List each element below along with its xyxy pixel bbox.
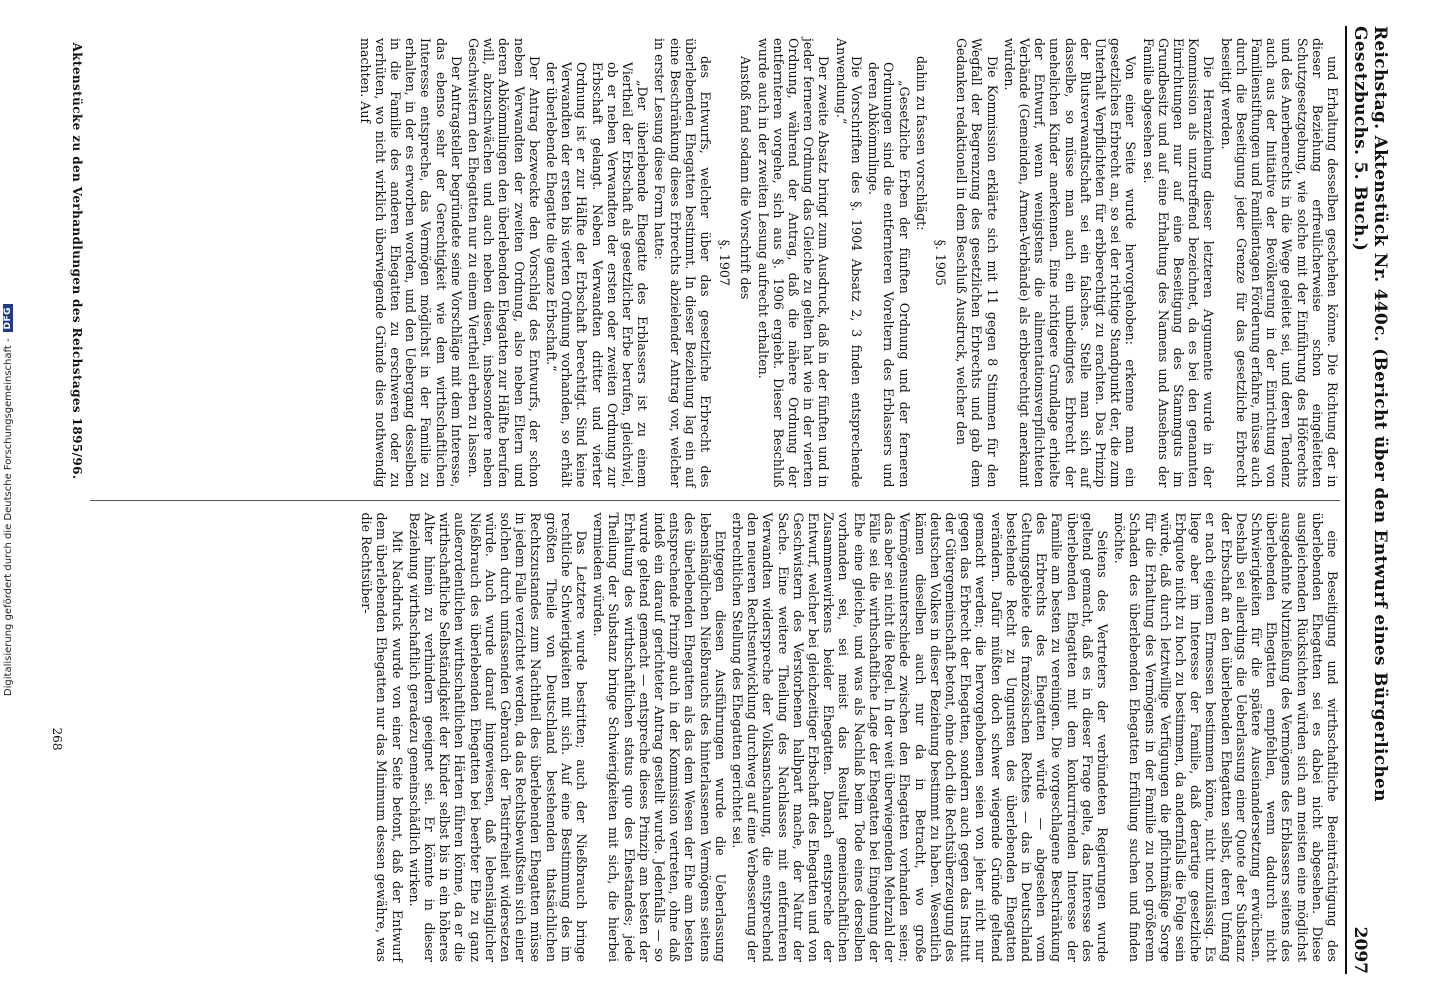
paragraph: Seitens des Vertreters der verbündeten Regierungen wurde geltend gemacht, daß es in dieser Frage gelte, das Interesse des überlebenden Ehegatten mit dem konkurrirenden Interesse der Familie am besten zu vereinigen. Die vorgeschlagene Beschränkung des Erbrechts des Ehegatten würde — abgesehen vom Geltungsgebiete des französischen Rechtes — das in Deutschland bestehende Recht zu Ungunsten des überlebenden Ehegatten verändern. Dafür müßten doch schwer wiegende Gründe geltend gemacht werden; die hervorgehobenen seien von jeher nicht nur gegen das Erbrecht der Ehegatten, sondern auch gegen das Institut der Gütergemeinschaft betont, ohne doch die Rechtsüberzeugung des deutschen Volkes in dieser Beziehung bestimmt zu haben. Wesentlich kämen dieselben auch nur da in Betracht, wo große Vermögensunterschiede zwischen den Ehegatten vorhanden seien; das aber sei nicht die Regel. In der weit überwiegenden Mehrzahl der Fälle sei die wirthschaftliche Lage der Ehegatten bei Eingehung der Ehe eine gleiche, und was als Nachlaß beim Tode eines derselben vorhanden sei, sei meist das Resultat gemeinschaftlichen Zusammenwirkens beider Ehegatten. Danach entspreche der Entwurf, welcher bei gleichzeitiger Erbschaft des Ehegatten und von Geschwistern des Verstorbenen halbpart mache, der Natur der Sache. Eine weitere Theilung des Nachlasses mit entfernteren Verwandten widerspreche der Volksanschauung, die entsprechend den neueren Rechtsentwicklung durchweg auf eine Verbesserung der erbrechtlichen Stellung des Ehegatten gerichtet sei. [730,512,1110,962]
document-page [30,12,1400,988]
left-column [90,26,1340,500]
paragraph: Das Letztere wurde bestritten; auch der Nießbrauch bringe rechtliche Schwierigkeiten mit sich. Auf eine Bestimmung des im größten Theile von Deutschland bestehenden thatsächlichen Rechtszustandes zum Nachtheil des überlebenden Ehegatten müsse in jedem Falle verzichtet werden, da das Rechtsbewußtsein sich einer solchen durch umfassenden Gebrauch der Testirfreiheit widersetzen würde. Auch wurde darauf hingewiesen, daß lebenslänglicher Nießbrauch des überlebenden Ehegatten bei beerbter Ehe zu ganz außerordentlichen wirthschaftlichen Härten führen könne, da er die wirthschaftliche Selbständigkeit der Kinder selbst bis in ein höheres Alter hinein zu verhindern geeignet sei. Er könnte in dieser Beziehung wirthschaftlich geradezu gemeinschädlich wirken. [406,512,590,962]
credit-text: Digitalisierung gefördert durch die Deutsche Forschungsgemeinschaft - [2,338,14,697]
paragraph: Entgegen diesen Ausführungen wurde die Ueberlassung lebenslänglichen Nießbrauchs des hinterlassenen Vermögens seitens des überlebenden Ehegatten als das dem Wesen der Ehe am besten entsprechende Prinzip auch in der Kommission vertreten, ohne daß indeß ein darauf gerichteter Antrag gestellt wurde. Jedenfalls — so wurde geltend gemacht — entspreche dieses Prinzip am besten der Erhaltung des wirthschaftlichen status quo des Ehestandes; jede Theilung der Substanz bringe Schwierigkeiten mit sich, die hierbei vermieden würden. [591,512,728,962]
running-title: Reichstag. Aktenstück Nr. 440c. (Bericht über den Entwurf eines Bürgerlichen Gesetzbuchs. 5. Buch.) [1350,26,1390,802]
paragraph: Mit Nachdruck wurde von einer Seite betont, daß der Entwurf dem überlebenden Ehegatten nur das Minimum dessen gewähre, was die Rechtsüber- [359,512,405,962]
right-column [90,500,1340,975]
paragraph: §. 1907 [717,239,733,286]
footer-page-number: 268 [50,727,64,751]
paragraph: und Erhaltung desselben geschehen könne. Die Richtung der in dieser Beziehung erfreulicherweise schon eingeleiteten Schutzgesetzgebung, wie solche mit der Einführung des Höferechts und des Anerbenrechts in die Wege geleitet sei, und deren Tendenz auch aus der Initiative der Bevölkerung in der Einrichtung von Familienstiftungen und Familientagen Förderung erfahre, müsse auch durch die Beseitigung jeder Grenze für das gesetzliche Erbrecht beseitigt werden. [1218,38,1340,488]
paragraph: „Gesetzliche Erben der fünften Ordnung und der ferneren Ordnungen sind die entfernteren Voreltern des Erblassers und deren Abkömmlinge. [866,62,912,488]
scanned-page-area [30,12,1400,988]
digitization-credit [0,0,16,1000]
paragraph: Der Antrag bezweckte den Vorschlag des Entwurfs, der schon neben Verwandten der zweiten Ordnung, also neben Eltern und deren Abkömmlingen den überlebenden Ehegatten zur Hälfte berufen will, abzuschwächen und auch neben diesen, insbesondere neben Geschwistern den Ehegatten nur zu einem Viertheil erben zu lassen. [466,38,542,488]
paragraph: eine Beseitigung und wirthschaftliche Beeinträchtigung des überlebenden Ehegatten sei es dabei nicht abgesehen. Diese ausgleichenden Rücksichten würden sich am meisten eine möglichst ausgedehnte Nutznießung des Vermögens des Erblassers seitens des überlebenden Ehegatten empfehlen, wenn dadurch nicht Schwierigkeiten für die spätere Auseinandersetzung erwüchsen. Deshalb sei allerdings die Ueberlassung einer Quote der Substanz der Erbschaft an den überlebenden Ehegatten selbst, deren Umfang er nach eigenem Ermessen bestimmen könne, nicht unzulässig. Es liege aber im Interesse der Familie, daß derartige gesetzliche Erbquote nicht zu hoch zu bestimmen, da andernfalls die Folge sein würde, daß durch letztwillige Verfügungen die pflichtmäßige Sorge für die Erhaltung des Vermögens in der Familie zu noch größerem Schaden des überlebenden Ehegatten Erfüllung suchen und finden möchte. [1112,512,1340,962]
paragraph: „Der überlebende Ehegatte des Erblassers ist zu einem Viertheil der Erbschaft als gesetzlicher Erbe berufen, gleichviel, ob er neben Verwandten der ersten oder zweiten Ordnung zur Erbschaft gelangt. Neben Verwandten dritter und vierter Ordnung ist er zur Hälfte der Erbschaft berechtigt. Sind keine Verwandten der ersten bis vierten Ordnung vorhanden, so erhält der überlebende Ehegatte die ganze Erbschaft.“ [544,62,651,488]
text-columns [90,26,1340,974]
header-page-number: 2097 [1350,926,1370,974]
dfg-logo: DFG [3,304,13,333]
footer-note: Aktenstücke zu den Verhandlungen des Reichstages 1895/96. [70,42,84,480]
paragraph: Von einer Seite wurde hervorgehoben: erkenne man ein gesetzliches Erbrecht an, so sei der richtige Standpunkt der, die zum Unterhalt Verpflichteten für erbberechtigt zu erachten. Das Prinzip der Blutsverwandtschaft sei ein falsches. Stelle man sich auf dasselbe, so müsse man auch ein unbedingtes Erbrecht der unehelichen Kinder anerkennen. Eine richtigere Grundlage erhielte der Entwurf, wenn wenigstens die alimentationsverpflichteten Verbände (Gemeinden, Armen-Verbände) als erbberechtigt anerkannt würden. [1001,38,1139,488]
paragraph: des Entwurfs, welcher über das gesetzliche Erbrecht des überlebenden Ehegatten bestimmt. In dieser Beziehung lag ein auf eine Beschränkung dieses Erbrechts abzielender Antrag vor, welcher in erster Lesung diese Form hatte: [652,38,714,488]
paragraph: dahin zu fassen vorschlägt: [913,56,929,231]
page-header [1345,26,1390,974]
paragraph: §. 1905 [932,239,948,286]
paragraph: Die Vorschriften des §. 1904 Absatz 2, 3 finden entsprechende Anwendung.“ [833,38,864,488]
paragraph: Die Kommission erklärte sich mit 11 gegen 8 Stimmen für den Wegfall der Begrenzung des gesetzlichen Erbrechts und gab dem Gedanken redaktionell in dem Beschluß Ausdruck, welcher den [954,38,1000,488]
paragraph: Die Heranziehung dieser letzteren Argumente wurde in der Kommission als unzutreffend bezeichnet, da es bei den genannten Einrichtungen nur auf eine Beseitigung des Stammguts im Grundbesitz und auf eine Erhaltung des Namens und Ansehens der Familie abgesehen sei. [1140,38,1217,488]
paragraph: Anstoß fand sodann die Vorschrift des [738,56,754,300]
paragraph: Der zweite Absatz bringt zum Ausdruck, daß in der fünften und in jeder ferneren Ordnung das Gleiche zu gelten hat wie in der vierten Ordnung, während der Antrag, daß die nähere Ordnung der entfernteren vorgehe, sich aus §. 1906 ergiebt. Dieser Beschluß wurde auch in der zweiten Lesung aufrecht erhalten. [755,38,832,488]
paragraph: Der Antragsteller begründete seine Vorschläge mit dem Interesse, das ebenso sehr der Gerechtigkeit wie dem wirthschaftlichen Interesse entspreche, das Vermögen möglichst in der Familie zu erhalten, in der es erworben worden, und den Uebergang desselben in die Familie des anderen Ehegatten zu erschweren oder zu verhüten, wo nicht wirklich überwiegende Gründe dies nothwendig machten. Auf [357,38,464,488]
